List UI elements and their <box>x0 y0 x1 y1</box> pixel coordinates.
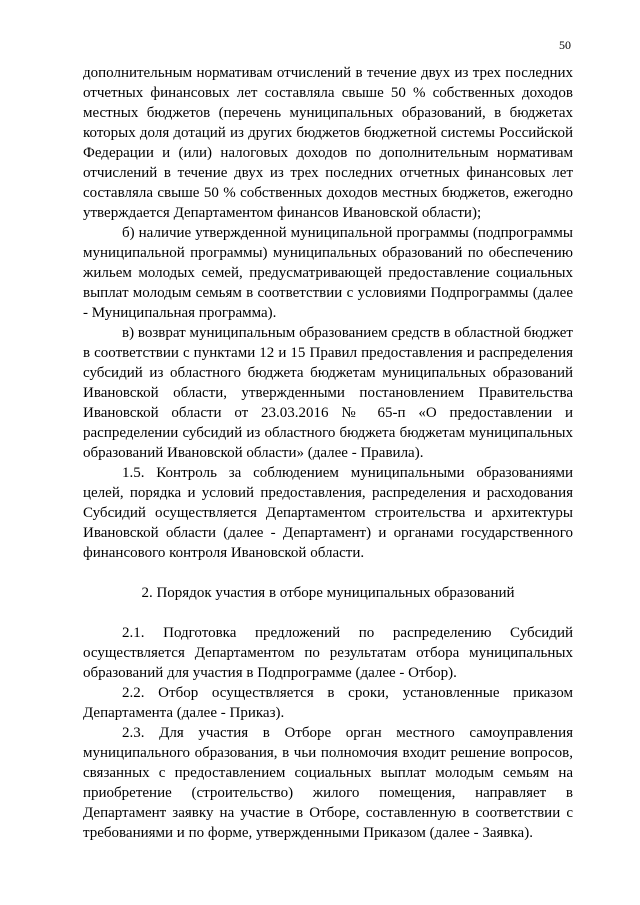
paragraph-funding-criteria-cont: дополнительным нормативам отчислений в течение двух из трех последних отчетных финансовых лет составляла свыше 50 % собственных доходов местных бюджетов (перечень муниципальных образований, в бюджетах которых доля дотаций из других бюджетов бюджетной системы Российской Федерации и (или) налоговых доходов по дополнительным нормативам отчислений в течение двух из трех последних отчетных финансовых лет составляла свыше 50 % собственных доходов местных бюджетов, ежегодно утверждается Департаментом финансов Ивановской области); <box>83 65 573 221</box>
page-number: 50 <box>559 38 571 52</box>
paragraph-1-5: 1.5. Контроль за соблюдением муниципальными образованиями целей, порядка и условий предоставления, распределения и расходования Субсидий осуществляется Департаментом строительства и архитектуры Ивановской области (далее - Департамент) и органами государственного финансового контроля Ивановской области. <box>83 465 573 561</box>
paragraph-2-2: 2.2. Отбор осуществляется в сроки, установленные приказом Департамента (далее - Приказ). <box>83 685 573 721</box>
paragraph-item-v: в) возврат муниципальным образованием средств в областной бюджет в соответствии с пунктами 12 и 15 Правил предоставления и распределения субсидий из областного бюджета бюджетам муниципальных образований Ивановской области, утвержденными постановлением Правительства Ивановской области от 23.03.2016 № 65-п «О предоставлении и распределении субсидий из областного бюджета бюджетам муниципальных образований Ивановской области» (далее - Правила). <box>83 325 573 461</box>
paragraph-2-3: 2.3. Для участия в Отборе орган местного самоуправления муниципального образования, в чьи полномочия входит решение вопросов, связанных с предоставлением социальных выплат молодым семьям на приобретение (строительство) жилого помещения, направляет в Департамент заявку на участие в Отборе, составленную в соответствии с требованиями и по форме, утвержденными Приказом (далее - Заявка). <box>83 725 573 841</box>
section-heading: 2. Порядок участия в отборе муниципальных образований <box>141 585 515 601</box>
document-body <box>83 63 573 843</box>
paragraph-item-b: б) наличие утвержденной муниципальной программы (подпрограммы муниципальной программы) муниципальных образований по обеспечению жильем молодых семей, предусматривающей предоставление социальных выплат молодым семьям в соответствии с условиями Подпрограммы (далее - Муниципальная программа). <box>83 225 573 321</box>
paragraph-2-1: 2.1. Подготовка предложений по распределению Субсидий осуществляется Департаментом по результатам отбора муниципальных образований для участия в Подпрограмме (далее - Отбор). <box>83 625 573 681</box>
